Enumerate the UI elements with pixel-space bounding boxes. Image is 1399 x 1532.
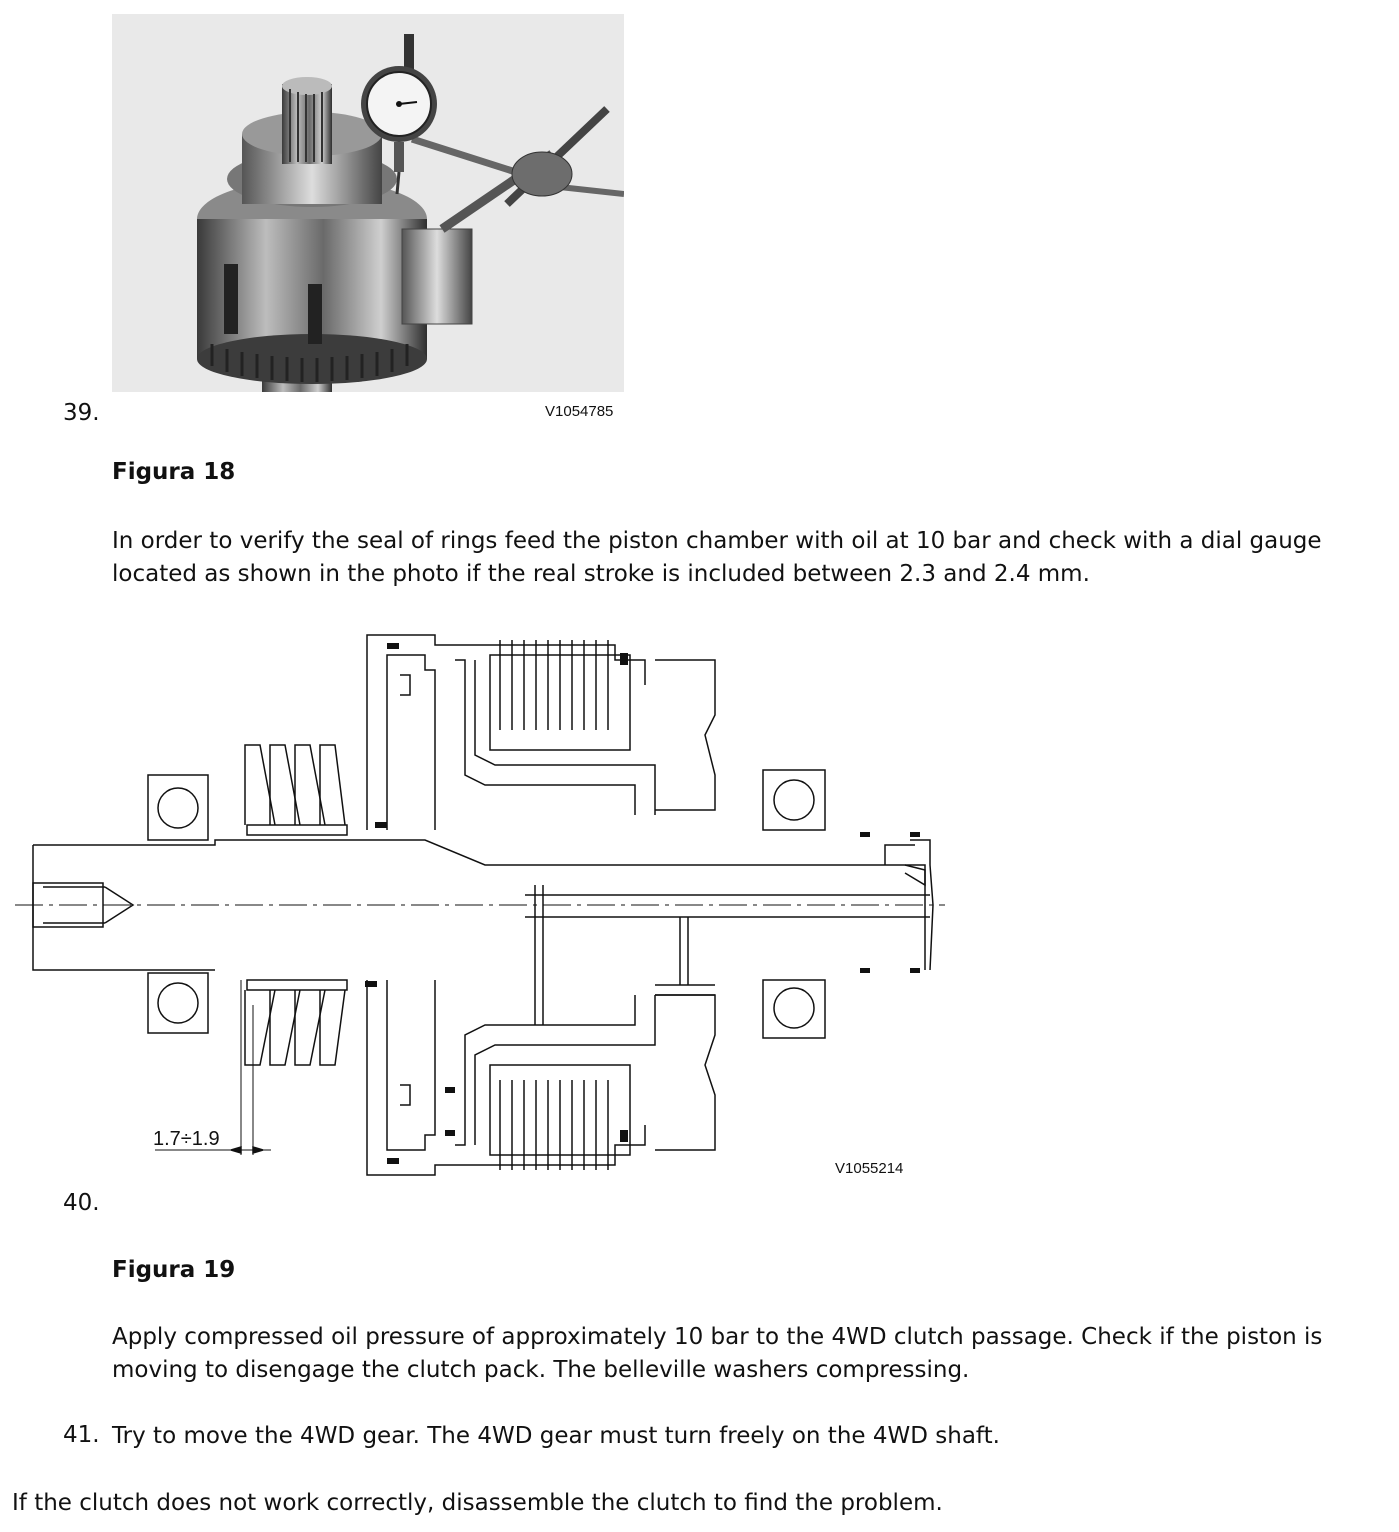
- figure-caption: Figura 19: [112, 1257, 236, 1283]
- clutch-dial-gauge-illustration: [112, 14, 624, 392]
- clutch-section-drawing: [15, 625, 945, 1185]
- step-41-text: Try to move the 4WD gear. The 4WD gear must turn freely on the 4WD shaft.: [112, 1423, 1000, 1449]
- figure-caption: Figura 18: [112, 459, 236, 485]
- dimension-label: 1.7÷1.9: [153, 1128, 220, 1150]
- step-number-41: 41.: [63, 1422, 100, 1448]
- step-40-text: Apply compressed oil pressure of approximately 10 bar to the 4WD clutch passage. Check if the piston is moving to disengage the clutch pack. The belleville washers compressing.: [112, 1324, 1323, 1383]
- footer-note: If the clutch does not work correctly, disassemble the clutch to find the problem.: [12, 1490, 943, 1516]
- image-code: V1054785: [545, 403, 614, 420]
- step-number-40: 40.: [63, 1190, 100, 1216]
- dial-gauge-photo: [112, 14, 624, 392]
- image-code: V1055214: [835, 1160, 904, 1177]
- clutch-cross-section-diagram: [15, 625, 945, 1185]
- step-number-39: 39.: [63, 400, 100, 426]
- step-39-text: In order to verify the seal of rings feed the piston chamber with oil at 10 bar and check with a dial gauge located as shown in the photo if the real stroke is included between 2.3 and 2.4 mm.: [112, 528, 1322, 587]
